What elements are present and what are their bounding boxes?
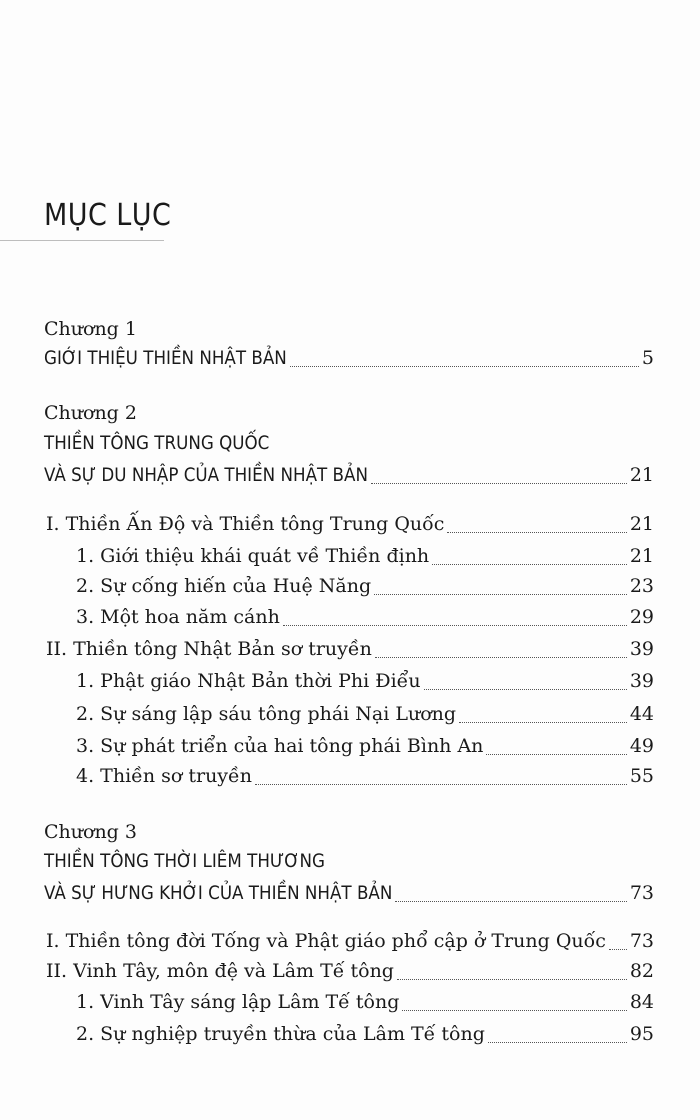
toc-page-number: 39	[629, 638, 654, 660]
toc-page-number: 84	[629, 991, 654, 1013]
dot-leader	[283, 625, 627, 626]
chapter-label: Chương 3	[44, 821, 137, 843]
chapter-title: THIỀN TÔNG TRUNG QUỐC	[44, 432, 270, 454]
chapter-label: Chương 1	[44, 318, 137, 340]
toc-page-number: 5	[641, 347, 654, 369]
toc-entry-title: VÀ SỰ HƯNG KHỞI CỦA THIỀN NHẬT BẢN	[44, 882, 393, 904]
toc-entry-title: II. Thiền tông Nhật Bản sơ truyền	[46, 638, 372, 660]
toc-entry-title: 2. Sự sáng lập sáu tông phái Nại Lương	[76, 703, 457, 725]
toc-page-number: 29	[629, 606, 654, 628]
chapter-title: THIỀN TÔNG THỜI LIÊM THƯƠNG	[44, 850, 325, 872]
toc-entry-title: 3. Một hoa năm cánh	[76, 606, 280, 628]
dot-leader	[488, 1042, 627, 1043]
dot-leader	[459, 722, 627, 723]
toc-entry-title: I. Thiền tông đời Tống và Phật giáo phổ cập ở Trung Quốc	[46, 930, 606, 952]
toc-entry[interactable]	[0, 928, 700, 956]
toc-page-number: 95	[629, 1023, 654, 1045]
toc-page-number: 21	[629, 545, 654, 567]
toc-entry[interactable]	[0, 573, 700, 601]
dot-leader	[371, 483, 627, 484]
toc-page-number: 82	[629, 960, 654, 982]
dot-leader	[432, 564, 627, 565]
toc-entry[interactable]	[0, 345, 700, 373]
toc-entry[interactable]	[0, 511, 700, 539]
toc-entry-title: GIỚI THIỆU THIỀN NHẬT BẢN	[44, 347, 287, 369]
toc-page-number: 23	[629, 575, 654, 597]
dot-leader	[486, 754, 626, 755]
toc-entry[interactable]	[0, 733, 700, 761]
dot-leader	[374, 594, 627, 595]
toc-entry[interactable]	[0, 989, 700, 1017]
toc-entry[interactable]	[0, 763, 700, 791]
chapter-label: Chương 2	[44, 402, 137, 424]
dot-leader	[290, 366, 639, 367]
toc-entry-title: 4. Thiền sơ truyền	[76, 765, 252, 787]
toc-entry[interactable]	[0, 462, 700, 490]
toc-entry-title: 1. Phật giáo Nhật Bản thời Phi Điểu	[76, 670, 421, 692]
dot-leader	[375, 657, 627, 658]
dot-leader	[609, 949, 627, 950]
toc-entry[interactable]	[0, 543, 700, 571]
toc-page-number: 49	[629, 735, 654, 757]
toc-entry[interactable]	[0, 668, 700, 696]
toc-entry[interactable]	[0, 604, 700, 632]
dot-leader	[402, 1010, 626, 1011]
toc-entry[interactable]	[0, 636, 700, 664]
dot-leader	[395, 901, 626, 902]
toc-entry[interactable]	[0, 701, 700, 729]
toc-page-number: 73	[629, 930, 654, 952]
dot-leader	[424, 689, 627, 690]
toc-entry-title: 1. Giới thiệu khái quát về Thiền định	[76, 545, 430, 567]
dot-leader	[447, 532, 626, 533]
toc-entry[interactable]	[0, 1021, 700, 1049]
toc-page-number: 39	[629, 670, 654, 692]
toc-page-number: 44	[629, 703, 654, 725]
dot-leader	[255, 784, 627, 785]
toc-entry-title: VÀ SỰ DU NHẬP CỦA THIỀN NHẬT BẢN	[44, 464, 368, 486]
toc-entry-title: 2. Sự cống hiến của Huệ Năng	[76, 575, 372, 597]
toc-page-number: 21	[629, 513, 654, 535]
toc-entry-title: II. Vinh Tây, môn đệ và Lâm Tế tông	[46, 960, 394, 982]
toc-entry[interactable]	[0, 958, 700, 986]
toc-page-number: 73	[629, 882, 654, 904]
toc-entry[interactable]	[0, 880, 700, 908]
toc-entry-title: 1. Vinh Tây sáng lập Lâm Tế tông	[76, 991, 400, 1013]
toc-page-number: 21	[629, 464, 654, 486]
toc-page-number: 55	[629, 765, 654, 787]
dot-leader	[397, 979, 627, 980]
toc-entry-title: 3. Sự phát triển của hai tông phái Bình An	[76, 735, 484, 757]
toc-entry-title: 2. Sự nghiệp truyền thừa của Lâm Tế tông	[76, 1023, 485, 1045]
toc-entry-title: I. Thiền Ấn Độ và Thiền tông Trung Quốc	[46, 513, 445, 535]
title-rule	[0, 240, 164, 241]
page-title: MỤC LỤC	[44, 198, 172, 233]
